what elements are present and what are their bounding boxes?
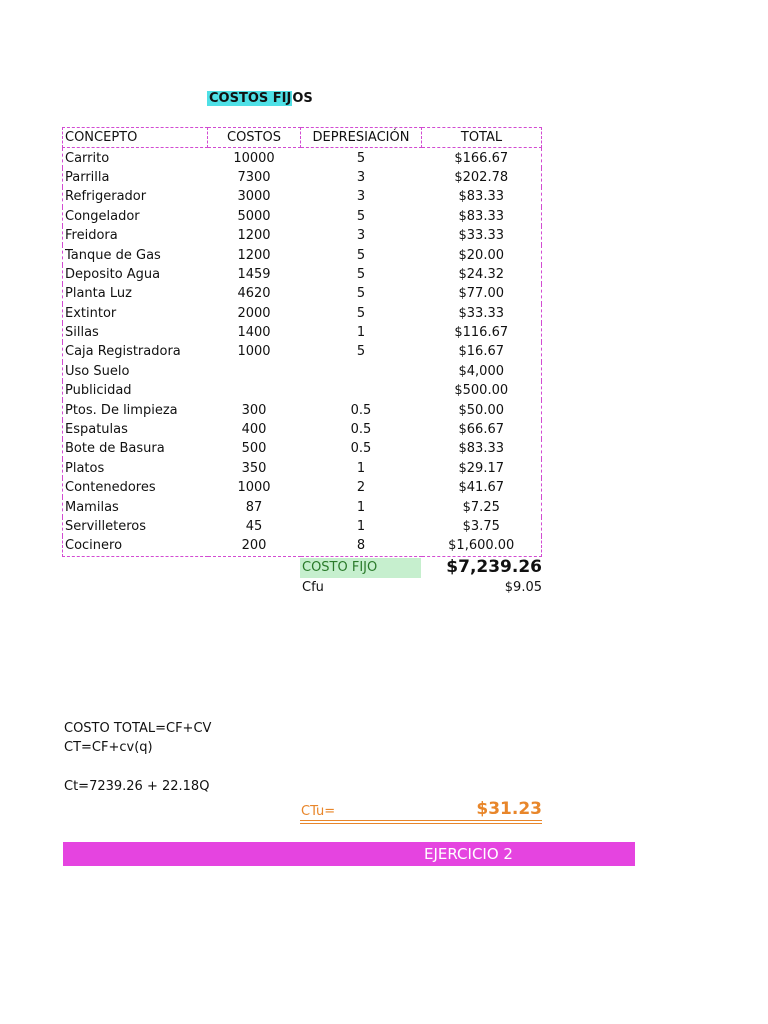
header-total[interactable]: TOTAL	[422, 128, 542, 148]
cell-concepto[interactable]: Contenedores	[63, 478, 208, 497]
cell-costos[interactable]: 500	[241, 441, 267, 457]
cell-total[interactable]: $202.78	[422, 168, 542, 187]
ctu-value[interactable]: $31.23	[476, 799, 542, 819]
cell-depresiacion[interactable]: 1	[356, 499, 366, 515]
cfu-label[interactable]: Cfu	[302, 580, 324, 595]
cell-depresiacion[interactable]: 3	[356, 228, 366, 244]
table-row	[63, 536, 542, 556]
cell-depresiacion[interactable]: 5	[356, 208, 366, 224]
cell-concepto[interactable]: Freidora	[63, 226, 208, 245]
cell-concepto[interactable]: Espatulas	[63, 420, 208, 439]
cell-concepto[interactable]: Cocinero	[63, 536, 208, 556]
cell-concepto[interactable]: Parrilla	[63, 168, 208, 187]
cell-total[interactable]: $16.67	[422, 342, 542, 361]
formula-line-1[interactable]: COSTO TOTAL=CF+CV	[64, 721, 212, 736]
cell-depresiacion[interactable]: 2	[356, 480, 366, 496]
title-highlight: COSTOS FIJ	[209, 91, 292, 106]
cell-concepto[interactable]: Deposito Agua	[63, 265, 208, 284]
cell-concepto[interactable]: Servilleteros	[63, 517, 208, 536]
cell-total[interactable]: $41.67	[422, 478, 542, 497]
table-row	[63, 400, 542, 419]
cell-concepto[interactable]: Sillas	[63, 323, 208, 342]
cell-concepto[interactable]: Tanque de Gas	[63, 245, 208, 264]
exercise-banner[interactable]	[63, 842, 635, 866]
cell-depresiacion[interactable]: 5	[356, 286, 366, 302]
cell-total[interactable]: $83.33	[422, 439, 542, 458]
table-row	[63, 284, 542, 303]
ctu-label[interactable]: CTu=	[301, 804, 336, 819]
cell-total[interactable]: $500.00	[422, 381, 542, 400]
table-row	[63, 362, 542, 381]
cell-costos[interactable]	[208, 381, 301, 400]
cell-total[interactable]: $7.25	[422, 497, 542, 516]
cell-costos[interactable]: 1200	[237, 247, 271, 263]
table-row	[63, 245, 542, 264]
cell-concepto[interactable]: Carrito	[63, 148, 208, 168]
header-concepto[interactable]: CONCEPTO	[63, 128, 208, 148]
cell-costos[interactable]: 300	[241, 402, 267, 418]
cell-concepto[interactable]: Ptos. De limpieza	[63, 400, 208, 419]
cell-costos[interactable]: 350	[241, 460, 267, 476]
table-row	[63, 439, 542, 458]
table-row	[63, 381, 542, 400]
cell-costos[interactable]: 10000	[233, 150, 275, 166]
cell-costos[interactable]: 1200	[237, 228, 271, 244]
cell-depresiacion[interactable]: 5	[356, 150, 366, 166]
cell-concepto[interactable]: Platos	[63, 459, 208, 478]
cell-costos[interactable]: 4620	[237, 286, 271, 302]
cell-total[interactable]: $166.67	[422, 148, 542, 168]
table-row	[63, 342, 542, 361]
cell-depresiacion[interactable]: 0.5	[350, 441, 372, 457]
cell-depresiacion[interactable]: 5	[356, 305, 366, 321]
costo-fijo-label[interactable]: COSTO FIJO	[300, 558, 421, 578]
cell-depresiacion[interactable]: 5	[356, 266, 366, 282]
cell-costos[interactable]: 3000	[237, 189, 271, 205]
table-row	[63, 517, 542, 536]
cell-depresiacion[interactable]: 0.5	[350, 402, 372, 418]
cell-depresiacion[interactable]: 5	[356, 247, 366, 263]
ctu-underline	[300, 820, 542, 821]
cell-total[interactable]: $33.33	[422, 304, 542, 323]
cell-total[interactable]: $33.33	[422, 226, 542, 245]
table-header-row	[63, 128, 542, 148]
table-row	[63, 459, 542, 478]
formula-line-2[interactable]: CT=CF+cv(q)	[64, 740, 153, 755]
cell-costos[interactable]: 87	[245, 499, 263, 515]
table-row	[63, 420, 542, 439]
table-row	[63, 187, 542, 206]
table-row	[63, 304, 542, 323]
header-depresiacion[interactable]: DEPRESIACIÓN	[301, 128, 422, 148]
cell-depresiacion[interactable]	[301, 362, 422, 381]
cell-concepto[interactable]: Bote de Basura	[63, 439, 208, 458]
cell-costos[interactable]: 1400	[237, 325, 271, 341]
cell-total[interactable]: $29.17	[422, 459, 542, 478]
cell-total[interactable]: $116.67	[422, 323, 542, 342]
cell-concepto[interactable]: Planta Luz	[63, 284, 208, 303]
cfu-value[interactable]: $9.05	[504, 580, 542, 595]
table-row	[63, 497, 542, 516]
cell-depresiacion[interactable]: 8	[301, 536, 422, 556]
cell-depresiacion[interactable]: 3	[356, 189, 366, 205]
cell-depresiacion[interactable]: 1	[356, 325, 366, 341]
cell-costos[interactable]: 7300	[237, 169, 271, 185]
cell-depresiacion[interactable]: 1	[356, 519, 366, 534]
cell-costos[interactable]: 1000	[237, 480, 271, 496]
cell-total[interactable]: $1,600.00	[422, 536, 542, 556]
cell-total[interactable]: $50.00	[422, 400, 542, 419]
cell-total[interactable]: $77.00	[422, 284, 542, 303]
cell-depresiacion[interactable]: 0.5	[350, 422, 372, 438]
cell-total[interactable]: $83.33	[422, 207, 542, 226]
cell-total[interactable]: $4,000	[422, 362, 542, 381]
cell-costos[interactable]: 1459	[237, 266, 271, 282]
table-row	[63, 148, 542, 168]
cell-depresiacion[interactable]: 1	[356, 460, 366, 476]
cell-concepto[interactable]: Publicidad	[63, 381, 208, 400]
table-body	[63, 148, 542, 556]
table-row	[63, 323, 542, 342]
cell-total[interactable]: $83.33	[422, 187, 542, 206]
cell-costos[interactable]: 200	[208, 536, 301, 556]
costo-fijo-value[interactable]: $7,239.26	[446, 557, 542, 577]
cell-total[interactable]: $3.75	[422, 517, 542, 536]
cell-concepto[interactable]: Mamilas	[63, 497, 208, 516]
cell-costos[interactable]: 2000	[237, 305, 271, 321]
cell-concepto[interactable]: Refrigerador	[63, 187, 208, 206]
header-costos[interactable]: COSTOS	[208, 128, 301, 148]
cell-total[interactable]: $20.00	[422, 245, 542, 264]
cell-costos[interactable]: 400	[241, 422, 267, 438]
cell-depresiacion[interactable]	[301, 381, 422, 400]
cell-total[interactable]: $66.67	[422, 420, 542, 439]
section-title	[207, 89, 313, 109]
formula-line-3[interactable]: Ct=7239.26 + 22.18Q	[64, 779, 210, 794]
table-row	[63, 478, 542, 497]
cell-depresiacion[interactable]: 3	[356, 169, 366, 185]
table-row	[63, 168, 542, 187]
cell-costos[interactable]: 5000	[237, 208, 271, 224]
title-rest: OS	[292, 91, 313, 106]
cell-costos[interactable]: 1000	[237, 344, 271, 360]
cell-concepto[interactable]: Congelador	[63, 207, 208, 226]
cell-concepto[interactable]: Uso Suelo	[63, 362, 208, 381]
cell-costos[interactable]	[208, 362, 301, 381]
table-row	[63, 265, 542, 284]
cell-total[interactable]: $24.32	[422, 265, 542, 284]
ctu-double-underline	[300, 823, 542, 824]
fixed-costs-table	[62, 127, 542, 557]
cell-depresiacion[interactable]: 5	[356, 344, 366, 360]
banner-label: EJERCICIO 2	[424, 845, 513, 863]
table-row	[63, 226, 542, 245]
table-row	[63, 207, 542, 226]
cell-costos[interactable]: 45	[245, 519, 263, 534]
cell-concepto[interactable]: Caja Registradora	[63, 342, 208, 361]
cell-concepto[interactable]: Extintor	[63, 304, 208, 323]
